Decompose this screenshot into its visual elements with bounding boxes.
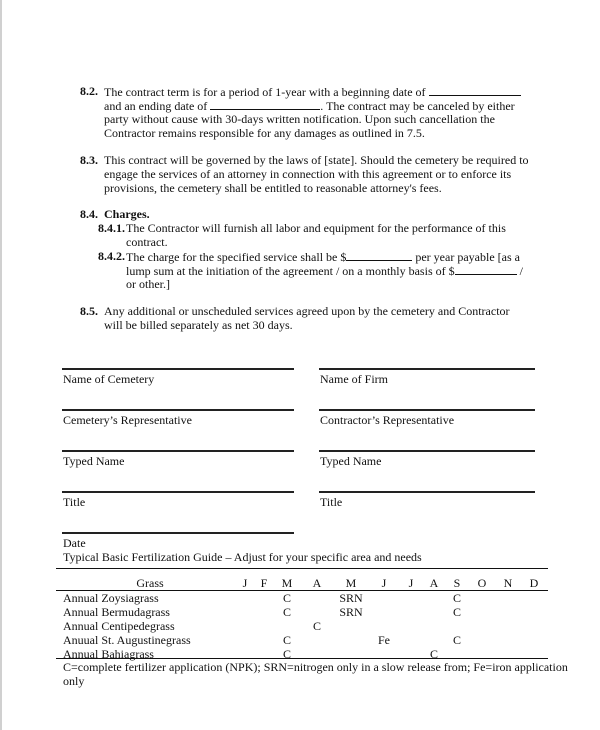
- cemetery-rep-line[interactable]: [62, 409, 294, 411]
- contractor-rep-line[interactable]: [319, 409, 535, 411]
- guide-bottom-rule: [56, 658, 548, 659]
- guide-row-grass-name: Annual Bermudagrass: [63, 605, 170, 619]
- guide-cell: C: [282, 605, 291, 619]
- guide-cell: C: [452, 633, 461, 647]
- guide-cell: C: [282, 633, 291, 647]
- page-edge: [0, 0, 2, 730]
- ending-date-blank[interactable]: [210, 98, 320, 110]
- clause-8-2-line1: The contract term is for a period of 1-year with a beginning date of: [104, 84, 521, 99]
- cemetery-typed-name-line[interactable]: [62, 450, 294, 452]
- guide-month-header: S: [453, 576, 461, 590]
- guide-month-header: F: [260, 576, 268, 590]
- contractor-title-label: Title: [320, 495, 343, 509]
- cemetery-date-label: Date: [63, 536, 86, 550]
- guide-month-header: J: [381, 576, 387, 590]
- guide-footnote-line2: only: [63, 674, 85, 688]
- guide-cell: SRN: [339, 605, 363, 619]
- clause-8-4-1-line2: contract.: [126, 235, 168, 249]
- clause-8-5-line1: Any additional or unscheduled services agreed upon by the cemetery and Contractor: [104, 304, 510, 318]
- guide-month-header: J: [408, 576, 414, 590]
- clause-8-4-2-line2: lump sum at the initiation of the agreement / on a monthly basis of $ /: [126, 264, 523, 278]
- cemetery-rep-label: Cemetery’s Representative: [63, 413, 192, 427]
- guide-row-grass-name: Annual Bahiagrass: [63, 647, 154, 661]
- monthly-amount-blank[interactable]: [455, 263, 517, 275]
- clause-8-3-line3: provisions, the cemetery shall be entitled to reasonable attorney's fees.: [104, 181, 442, 195]
- clause-8-2-number: 8.2.: [80, 84, 98, 98]
- guide-row-grass-name: Annual Centipedegrass: [63, 619, 175, 633]
- guide-month-header: M: [281, 576, 293, 590]
- guide-row-grass-name: Annual Zoysiagrass: [63, 591, 159, 605]
- guide-cell: C: [429, 647, 438, 661]
- contractor-title-line[interactable]: [319, 491, 535, 493]
- clause-8-2-line3: party without cause with 30-days written notification. Upon such cancellation the: [104, 112, 495, 126]
- guide-cell: C: [282, 647, 291, 661]
- guide-cell: SRN: [339, 591, 363, 605]
- clause-8-3-line2: engage the services of an attorney in connection with this agreement or to enforce its: [104, 167, 512, 181]
- guide-top-rule: [56, 568, 548, 569]
- firm-name-line[interactable]: [319, 368, 535, 370]
- cemetery-title-line[interactable]: [62, 491, 294, 493]
- clause-8-4-number: 8.4.: [80, 207, 98, 221]
- clause-8-4-2-number: 8.4.2.: [98, 249, 125, 263]
- beginning-date-blank[interactable]: [429, 84, 521, 96]
- contractor-typed-name-label: Typed Name: [320, 454, 382, 468]
- clause-8-2-line2: and an ending date of . The contract may be canceled by either: [104, 99, 515, 113]
- guide-cell: C: [452, 591, 461, 605]
- guide-month-header: O: [477, 576, 487, 590]
- guide-month-header: M: [345, 576, 357, 590]
- clause-8-3-line1: This contract will be governed by the laws of [state]. Should the cemetery be required to: [104, 153, 529, 167]
- charge-amount-blank[interactable]: [346, 249, 412, 261]
- clause-8-5-number: 8.5.: [80, 304, 98, 318]
- guide-month-header: N: [503, 576, 513, 590]
- guide-cell: Fe: [378, 633, 390, 647]
- guide-row-grass-name: Anuual St. Augustinegrass: [63, 633, 191, 647]
- cemetery-typed-name-label: Typed Name: [63, 454, 125, 468]
- guide-cell: C: [312, 619, 321, 633]
- guide-cell: C: [282, 591, 291, 605]
- clause-8-4-2-line3: or other.]: [126, 277, 170, 291]
- guide-header-grass: Grass: [136, 576, 164, 590]
- clause-8-4-1-number: 8.4.1.: [98, 221, 125, 235]
- cemetery-name-label: Name of Cemetery: [63, 372, 155, 386]
- charges-heading: Charges.: [104, 207, 150, 221]
- clause-8-4-1-line1: The Contractor will furnish all labor and equipment for the performance of this: [126, 221, 506, 235]
- clause-8-5-line2: will be billed separately as net 30 days.: [104, 318, 293, 332]
- guide-month-header: A: [312, 576, 322, 590]
- guide-month-header: D: [529, 576, 539, 590]
- cemetery-date-line[interactable]: [62, 532, 294, 534]
- clause-8-2-line4: Contractor remains responsible for any damages as outlined in 7.5.: [104, 126, 425, 140]
- clause-8-3-number: 8.3.: [80, 153, 98, 167]
- contractor-typed-name-line[interactable]: [319, 450, 535, 452]
- guide-footnote-line1: C=complete fertilizer application (NPK); SRN=nitrogen only in a slow release from; Fe=iron application: [63, 660, 568, 674]
- guide-cell: C: [452, 605, 461, 619]
- guide-month-header: J: [242, 576, 248, 590]
- cemetery-title-label: Title: [63, 495, 86, 509]
- cemetery-name-line[interactable]: [62, 368, 294, 370]
- firm-name-label: Name of Firm: [320, 372, 388, 386]
- clause-8-4-2-line1: The charge for the specified service shall be $ per year payable [as a: [126, 250, 520, 264]
- guide-title: Typical Basic Fertilization Guide – Adjust for your specific area and needs: [63, 550, 422, 564]
- contractor-rep-label: Contractor’s Representative: [320, 413, 455, 427]
- guide-month-header: A: [429, 576, 439, 590]
